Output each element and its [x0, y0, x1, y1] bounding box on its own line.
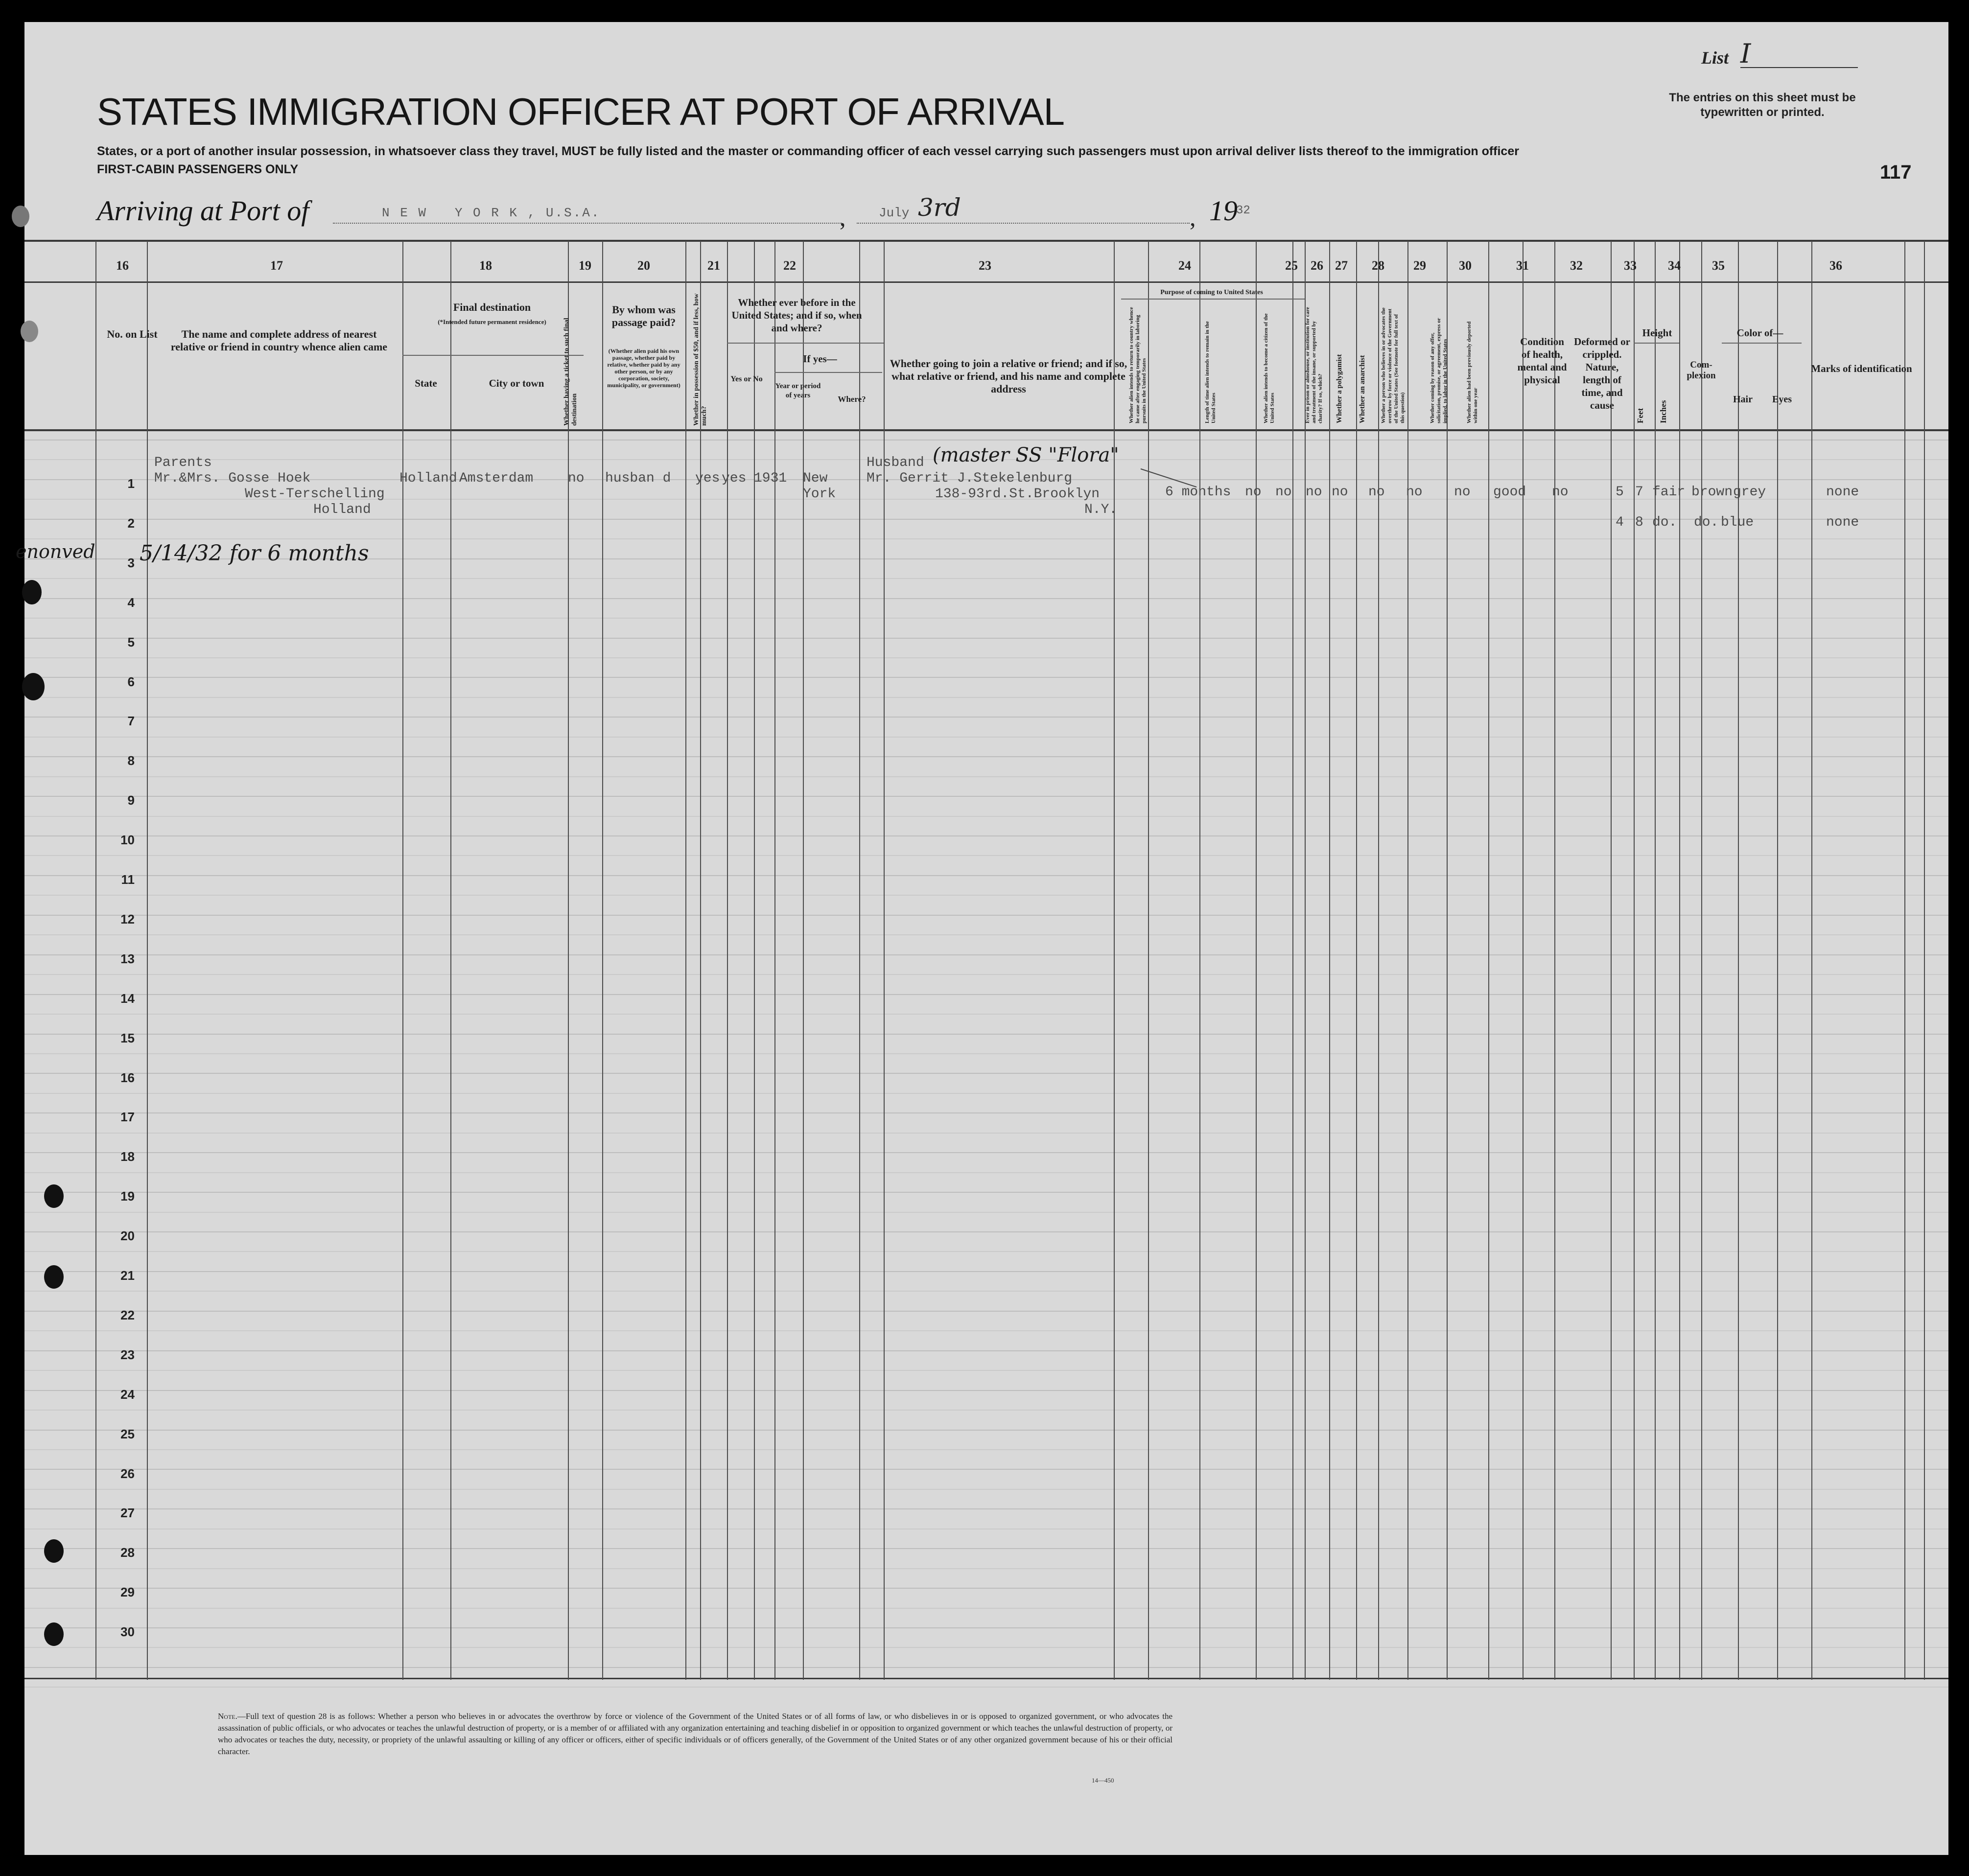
- port-value: N E W Y O R K , U.S.A.: [382, 206, 601, 220]
- page-number: 117: [1880, 162, 1912, 183]
- column-number: 28: [1372, 258, 1384, 273]
- entry-passage-paid: husban d: [605, 471, 671, 486]
- column-line: [1356, 241, 1357, 1680]
- column-number: 27: [1335, 258, 1348, 273]
- column-line: [1811, 241, 1812, 1680]
- entry-money: yes: [695, 471, 720, 486]
- row-number: 23: [120, 1347, 135, 1362]
- row-rule: [24, 1508, 1948, 1509]
- row-rule: [24, 816, 1948, 817]
- column-line: [1488, 241, 1489, 1680]
- relative-line-2: Mr.&Mrs. Gosse Hoek: [154, 471, 311, 486]
- header-nearest-relative: The name and complete address of nearest relative or friend in country whence alien came: [170, 328, 388, 353]
- column-line: [1148, 241, 1149, 1680]
- row-number: 10: [120, 833, 135, 847]
- row-number: 9: [127, 793, 135, 808]
- row-rule: [24, 1251, 1948, 1252]
- row-rule: [24, 1647, 1948, 1648]
- column-number: 30: [1459, 258, 1472, 273]
- relative-line-1: Parents: [154, 455, 212, 470]
- header-if-yes: If yes—: [803, 353, 837, 365]
- colnum-rule: [24, 281, 1948, 283]
- row-rule: [24, 1271, 1948, 1272]
- header-purpose: Purpose of coming to United States: [1160, 289, 1263, 296]
- row-number: 30: [120, 1624, 135, 1639]
- margin-note: 5/14/32 for 6 months: [140, 541, 369, 566]
- row-number: 17: [120, 1110, 135, 1124]
- row-number: 7: [127, 714, 135, 728]
- header-final-destination: Final destination: [453, 301, 531, 313]
- row2-marks: none: [1826, 515, 1859, 530]
- form-title: STATES IMMIGRATION OFFICER AT PORT OF ARRIVAL: [97, 90, 1065, 133]
- header-inches: Inches: [1659, 400, 1668, 423]
- column-line: [754, 241, 755, 1680]
- manifest-sheet: List I The entries on this sheet must be typewritten or printed. STATES IMMIGRATION OFFICER AT PORT OF ARRIVAL States, or a port of another insular possession, in whatsoever class they travel, MUST be fully listed and the master or commanding officer of each vessel carrying such passengers must upon arrival deliver lists thereof to the immigration officer FIRST-CABIN PASSENGERS ONLY 117 Arriving at Port of N E W Y O R K , U.S.A. , July 3rd , 19 32 16 17 18 19 20 21 22 23 24 25 26 27 28 29 30 31 32 33 34 35 36 No. on List The name and complete address of nearest relative or friend in country whence alien came Final destination (*Intended future permanent residence) State City or town Whether having a ticket to such final destination By whom was passage paid? (Whether alien paid his own passage, whether paid by relative, whether paid by any other person, or by any corporation, society, municipality, or government) Whether in possession of $50, and if less, how much? Whether ever before in the United States; and if so, when and where? If yes— Yes or No Year or period of years Where? Whether going to join a relative or friend; and if so, what relative or friend, and his name and complete address Purpose of coming to United States Whether alien intends to return to country whence he came after engaging temporarily in laboring pursuits in the United States Length of time alien intends to remain in the United States Whether alien intends to become a citizen of the United States Ever in prison or almshouse, or institution for care and treatment of the insane, or supported by charity? If so, which? Whether a polygamist Whether an anarchist Whether a person who believes in or advocates the overthrow by force or violence of the Government of the United States (See footnote for full text of this question) Whether coming by reason of any offer, solicitation, promise, or agreement, express or implied, to labor in the United States Whether alien had been previously deported within one year Condition of health, mental and physical Deformed or crippled. Nature, length of time, and cause Height Feet Inches Com-plexion Color of— Hair Eyes Marks of identification 1 2 3 4 5 6 7 8 9 10 11 12 13 14 15 16 17 18 19 20 21 22 23 24 25 26 27 28 29 30 Parents Mr.&Mrs. Gosse Hoek West-Terschelling Holland Holland Amsterdam no husban d yes yes 1931 New York Husband (master SS "Flora" Mr. Gerrit J.Stekelenburg 138-93rd.St.Brooklyn N.Y. 6 months no no no no no no no good no 5 7 fair brown grey none 4 8 do. do. blue none enonved 5/14/32 for 6 months Note.—Full text of question 28 is as follows: Whether a person who believes in or advocates the overthrow by force or violence of the Government of the United States or of all forms of law, or who disbelieves in or is opposed to organized government, or who advocates the assassination of public officials, or who advocates or teaches the unlawful destruction of property, or is a member of or affiliated with any organization entertaining and teaching disbelief in or opposition to organized government or which teaches the unlawful destruction of property, or who advocates or teaches the duty, necessity, or propriety of the unlawful assaulting or killing of any officer or officers, either of specific individuals or of officers generally, of the Government of the United States or of any other organized government because of his or their official character. 14—450: [24, 22, 1948, 1855]
- column-line: [1329, 241, 1330, 1680]
- header-prison: Ever in prison or almshouse, or institution for care and treatment of the insane, or supported by charity? If so, which?: [1305, 307, 1323, 423]
- row-rule: [24, 1687, 1948, 1688]
- row-number: 18: [120, 1149, 135, 1164]
- join-handwritten: (master SS "Flora": [933, 444, 1119, 466]
- column-number: 19: [579, 258, 591, 273]
- row1-eyes: grey: [1733, 485, 1766, 500]
- row-rule: [24, 1231, 1948, 1232]
- row-rule: [24, 974, 1948, 975]
- header-hair: Hair: [1733, 394, 1753, 405]
- column-number: 35: [1712, 258, 1725, 273]
- entry-before-yes: yes: [722, 471, 747, 486]
- row-rule: [24, 1311, 1948, 1312]
- entry-before-where-2: York: [803, 486, 836, 502]
- port-underline: [333, 223, 842, 224]
- row-rule: [24, 796, 1948, 797]
- row-rule: [24, 1370, 1948, 1371]
- row-number: 26: [120, 1466, 135, 1481]
- column-line: [1199, 241, 1200, 1680]
- row-rule: [24, 1152, 1948, 1153]
- row1-complexion: fair: [1652, 485, 1686, 500]
- row-rule: [24, 538, 1948, 539]
- header-ticket: Whether having a ticket to such final destination: [563, 318, 578, 426]
- table-top-rule: [24, 240, 1948, 242]
- header-overthrow: Whether a person who believes in or advocates the overthrow by force or violence of the Government of the United States (See footnote for full text of this question): [1381, 307, 1406, 423]
- date-underline: [857, 223, 1190, 224]
- column-number: 29: [1413, 258, 1426, 273]
- row-rule: [24, 1410, 1948, 1411]
- row-number: 27: [120, 1505, 135, 1520]
- column-line: [1447, 241, 1448, 1680]
- row-number: 19: [120, 1189, 135, 1204]
- entry-length-of-stay: 6 months: [1165, 485, 1231, 500]
- row-rule: [24, 1548, 1948, 1549]
- row1-inches: 7: [1635, 485, 1643, 500]
- header-deformed: Deformed or crippled. Nature, length of time, and cause: [1574, 336, 1630, 411]
- column-number: 26: [1311, 258, 1323, 273]
- column-number: 17: [270, 258, 283, 273]
- footnote: [218, 1711, 1172, 1758]
- header-feet: Feet: [1636, 408, 1645, 423]
- header-year-period: Year or period of years: [775, 382, 821, 399]
- row-number: 4: [127, 595, 135, 610]
- column-line: [147, 241, 148, 1680]
- header-return-intent: Whether alien intends to return to country whence he came after engaging temporarily in laboring pursuits in the United States: [1128, 307, 1147, 423]
- row-rule: [24, 1053, 1948, 1054]
- row-rule: [24, 954, 1948, 955]
- column-number: 36: [1829, 258, 1842, 273]
- column-line: [803, 241, 804, 1680]
- column-line: [700, 241, 701, 1680]
- header-no-on-list: No. on List: [107, 328, 158, 340]
- row-rule: [24, 598, 1948, 599]
- row-rule: [24, 1212, 1948, 1213]
- punch-hole: [12, 206, 29, 227]
- row-rule: [24, 1568, 1948, 1569]
- column-line: [402, 241, 403, 1680]
- header-color-of: Color of—: [1736, 327, 1783, 339]
- column-line: [859, 241, 860, 1680]
- header-deported: Whether alien had been previously deported within one year: [1466, 321, 1478, 423]
- entry-state: Holland: [399, 471, 457, 486]
- footnote-text: —Full text of question 28 is as follows: Whether a person who believes in or advocates the overthrow by force or violence of the Government of the United States or of all forms of law, or who disbelieves in or is opposed to organized government, or who advocates the assassination of public officials, or who advocates or teaches the unlawful destruction of property, or is a member of or affiliated with any organization entertaining and teaching disbelief in or opposition to organized government or which teaches the unlawful destruction of property, or who advocates or teaches the duty, necessity, or propriety of the unlawful assaulting or killing of any officer or officers, either of specific individuals or of officers generally, of the Government of the United States or of any other organized government because of his or their official character.: [218, 1712, 1172, 1756]
- relative-line-3: West-Terschelling: [245, 486, 385, 502]
- row-number: 16: [120, 1070, 135, 1085]
- column-number: 31: [1516, 258, 1529, 273]
- column-number: 23: [979, 258, 991, 273]
- entry-before-year: 1931: [754, 471, 787, 486]
- header-eyes: Eyes: [1772, 394, 1792, 405]
- entry-deformed: no: [1552, 485, 1569, 500]
- row2-inches: 8: [1635, 515, 1643, 530]
- join-line-4: N.Y.: [1084, 502, 1118, 517]
- form-code: 14—450: [1092, 1777, 1114, 1784]
- punch-hole: [22, 673, 45, 700]
- row-number: 14: [120, 991, 135, 1006]
- row2-feet: 4: [1616, 515, 1624, 530]
- row-rule: [24, 835, 1948, 836]
- column-line: [1305, 241, 1306, 1680]
- row-number: 13: [120, 951, 135, 966]
- row-rule: [24, 1014, 1948, 1015]
- row2-eyes: blue: [1721, 515, 1754, 530]
- column-number: 32: [1570, 258, 1583, 273]
- arriving-label: Arriving at Port of: [97, 195, 309, 227]
- column-line: [1523, 241, 1524, 1680]
- column-number: 21: [707, 258, 720, 273]
- column-line: [1407, 241, 1408, 1680]
- header-where: Where?: [838, 394, 866, 404]
- row-number: 15: [120, 1031, 135, 1045]
- column-line: [1554, 241, 1555, 1680]
- header-before-in-us: Whether ever before in the United States; and if so, when and where?: [731, 297, 862, 334]
- list-label: List: [1701, 48, 1729, 68]
- header-marks: Marks of identification: [1811, 363, 1912, 374]
- entry-ticket: no: [568, 471, 585, 486]
- row-rule: [24, 1350, 1948, 1351]
- entry-before-where-1: New: [803, 471, 828, 486]
- entry-health: good: [1493, 485, 1526, 500]
- entry-city: Amsterdam: [459, 471, 534, 486]
- header-passage-paid-sub: (Whether alien paid his own passage, whether paid by relative, whether paid by any other person, or by any corporation, society, municipality, or government): [607, 347, 680, 389]
- row-rule: [24, 1093, 1948, 1094]
- footnote-label: Note.: [218, 1712, 237, 1721]
- column-line: [1679, 241, 1680, 1680]
- date-day: 3rd: [918, 193, 961, 222]
- punch-hole: [44, 1539, 64, 1563]
- column-number: 33: [1624, 258, 1637, 273]
- row-rule: [24, 1172, 1948, 1173]
- row-rule: [24, 776, 1948, 777]
- class-line: FIRST-CABIN PASSENGERS ONLY: [97, 162, 299, 176]
- row-number: 6: [127, 674, 135, 689]
- entry-polygamist: no: [1306, 485, 1322, 500]
- row-rule: [24, 1430, 1948, 1431]
- column-line: [568, 241, 569, 1680]
- entry-contract-labor: no: [1406, 485, 1423, 500]
- row-rule: [24, 1034, 1948, 1035]
- row-number: 5: [127, 635, 135, 649]
- row-rule: [24, 618, 1948, 619]
- row-number: 2: [127, 516, 135, 531]
- row-rule: [24, 994, 1948, 995]
- row-rule: [24, 1489, 1948, 1490]
- row-number: 29: [120, 1585, 135, 1599]
- column-line: [1904, 241, 1905, 1680]
- row1-hair: brown: [1691, 485, 1733, 500]
- column-number: 20: [637, 258, 650, 273]
- row-rule: [24, 1469, 1948, 1470]
- column-number: 18: [479, 258, 492, 273]
- row-rule: [24, 578, 1948, 579]
- column-line: [774, 241, 775, 1680]
- column-line: [1292, 241, 1293, 1680]
- row-number: 24: [120, 1387, 135, 1402]
- row-rule: [24, 1588, 1948, 1589]
- column-line: [1256, 241, 1257, 1680]
- column-number: 24: [1178, 258, 1191, 273]
- entries-note: The entries on this sheet must be typewritten or printed.: [1669, 91, 1856, 119]
- header-yes-or-no: Yes or No: [730, 375, 763, 383]
- entry-prison: no: [1275, 485, 1292, 500]
- row-rule: [24, 875, 1948, 876]
- header-passage-paid: By whom was passage paid?: [611, 303, 676, 328]
- column-number: 22: [783, 258, 796, 273]
- year-suffix: 32: [1236, 204, 1250, 217]
- row2-complexion: do.: [1652, 515, 1677, 530]
- row-rule: [24, 1112, 1948, 1113]
- header-complexion: Com-plexion: [1687, 360, 1716, 381]
- row-rule: [24, 657, 1948, 658]
- relative-line-4: Holland: [313, 502, 371, 517]
- header-length-of-stay: Length of time alien intends to remain in the United States: [1204, 321, 1217, 423]
- row-rule: [24, 1627, 1948, 1628]
- row-rule: [24, 1133, 1948, 1134]
- row-rule: [24, 756, 1948, 757]
- column-line: [1777, 241, 1778, 1680]
- header-final-destination-sub: (*Intended future permanent residence): [438, 318, 546, 325]
- row-number: 21: [120, 1268, 135, 1283]
- header-state: State: [415, 377, 437, 389]
- row-number: 3: [127, 556, 135, 570]
- row-rule: [24, 895, 1948, 896]
- column-number: 16: [116, 258, 129, 273]
- column-line: [1738, 241, 1739, 1680]
- row1-marks: none: [1826, 485, 1859, 500]
- join-line-2: Mr. Gerrit J.Stekelenburg: [867, 471, 1073, 486]
- header-fifty-dollars: Whether in possession of $50, and if less, how much?: [693, 293, 708, 426]
- header-anarchist: Whether an anarchist: [1359, 355, 1366, 423]
- date-month: July: [879, 206, 910, 220]
- header-citizen-intent: Whether alien intends to become a citizen of the United States: [1263, 313, 1275, 423]
- row-rule: [24, 1390, 1948, 1391]
- row-rule: [24, 717, 1948, 718]
- column-line: [727, 241, 728, 1680]
- row-number: 20: [120, 1228, 135, 1243]
- join-line-3: 138-93rd.St.Brooklyn: [935, 486, 1100, 502]
- entry-deported: no: [1454, 485, 1471, 500]
- punch-hole: [21, 321, 38, 342]
- row-number: 11: [121, 872, 135, 887]
- header-contract-labor: Whether coming by reason of any offer, solicitation, promise, or agreement, express or implied, to labor in the United States: [1430, 318, 1448, 423]
- row-rule: [24, 1449, 1948, 1450]
- column-line: [1634, 241, 1635, 1680]
- row-number: 25: [120, 1427, 135, 1441]
- column-line: [1378, 241, 1379, 1680]
- row-rule: [24, 1667, 1948, 1668]
- column-line: [1701, 241, 1702, 1680]
- row1-feet: 5: [1616, 485, 1624, 500]
- punch-hole: [44, 1184, 64, 1208]
- list-number: I: [1740, 41, 1858, 68]
- header-join-relative: Whether going to join a relative or friend; and if so, what relative or friend, and his name and complete address: [890, 357, 1127, 395]
- column-line: [1924, 241, 1925, 1680]
- row-rule: [24, 1073, 1948, 1074]
- row-number: 12: [120, 912, 135, 926]
- entry-overthrow: no: [1368, 485, 1385, 500]
- join-line-1: Husband: [867, 455, 924, 470]
- row-number: 8: [127, 753, 135, 768]
- row-rule: [24, 638, 1948, 639]
- column-line: [1655, 241, 1656, 1680]
- row-number: 28: [120, 1545, 135, 1560]
- row-rule: [24, 855, 1948, 856]
- column-line: [685, 241, 686, 1680]
- row-rule: [24, 915, 1948, 916]
- margin-note-left: enonved: [16, 541, 95, 562]
- row-rule: [24, 677, 1948, 678]
- column-line: [450, 241, 451, 1680]
- row-rule: [24, 1291, 1948, 1292]
- header-polygamist: Whether a polygamist: [1336, 354, 1343, 423]
- header-city: City or town: [489, 377, 544, 389]
- column-number: 34: [1668, 258, 1681, 273]
- row-number: 22: [120, 1308, 135, 1322]
- row-rule: [24, 737, 1948, 738]
- punch-hole: [44, 1622, 64, 1646]
- row2-hair: do.: [1694, 515, 1719, 530]
- entry-citizen: no: [1245, 485, 1262, 500]
- row-number: 1: [127, 476, 135, 491]
- punch-hole: [44, 1265, 64, 1289]
- table-bottom-rule: [24, 1678, 1948, 1679]
- punch-hole: [22, 580, 42, 604]
- instruction-text: States, or a port of another insular possession, in whatsoever class they travel, MUST be fully listed and the master or commanding officer of each vessel carrying such passengers must upon arrival deliver lists thereof to the immigration officer: [97, 144, 1519, 158]
- column-number: 25: [1285, 258, 1298, 273]
- header-health: Condition of health, mental and physical: [1517, 336, 1567, 386]
- header-bottom-rule: [24, 429, 1948, 431]
- entry-anarchist: no: [1332, 485, 1348, 500]
- row-rule: [24, 697, 1948, 698]
- column-line: [602, 241, 603, 1680]
- row-rule: [24, 934, 1948, 935]
- header-height: Height: [1642, 327, 1672, 339]
- row-rule: [24, 1330, 1948, 1331]
- row-rule: [24, 1608, 1948, 1609]
- row-rule: [24, 1192, 1948, 1193]
- column-line: [1611, 241, 1612, 1680]
- year-prefix: 19: [1209, 195, 1238, 227]
